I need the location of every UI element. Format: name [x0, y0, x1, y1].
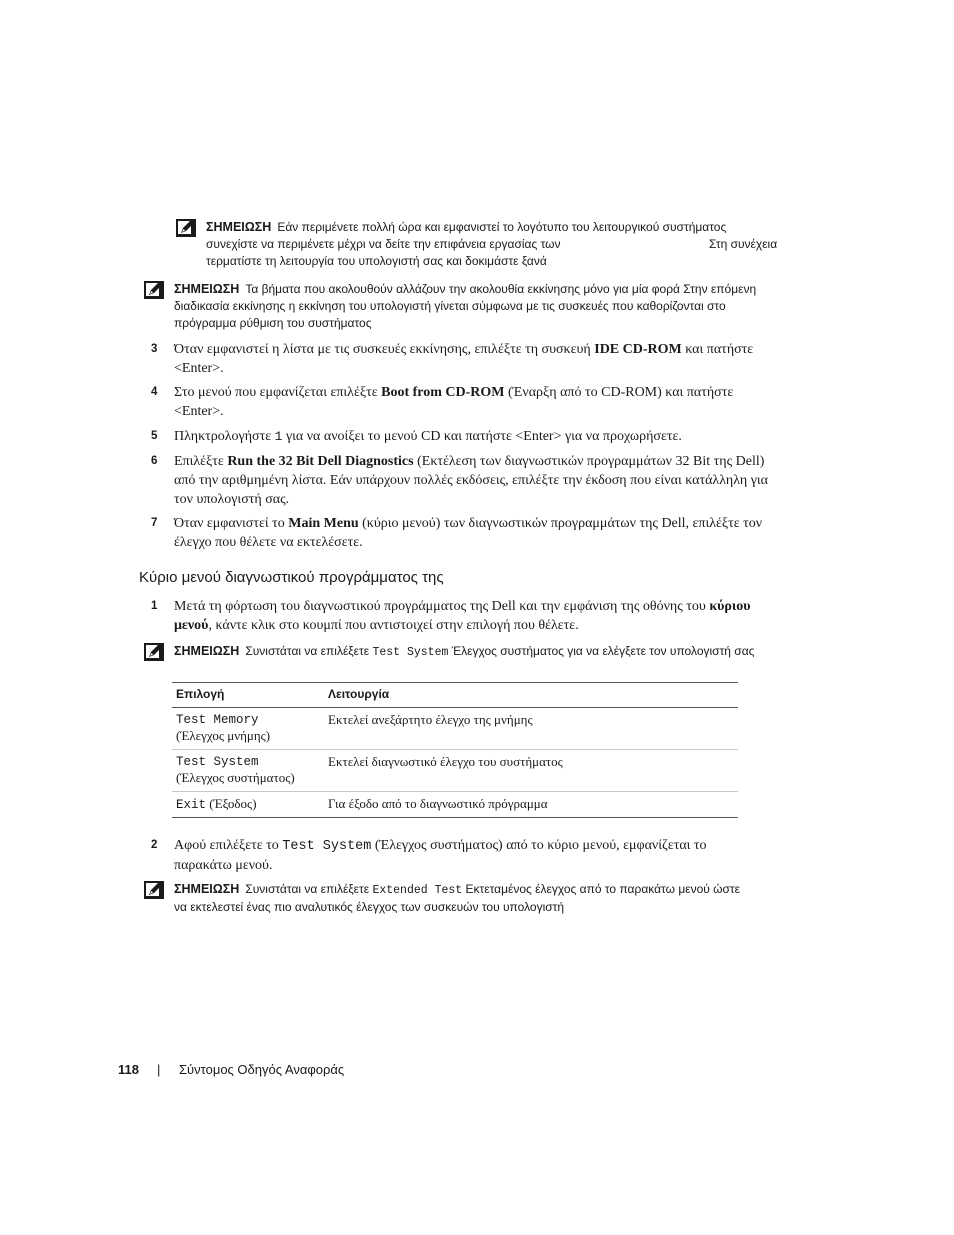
step-text: Στο μενού που εμφανίζεται επιλέξτε — [174, 385, 382, 400]
table-cell-code: Test Memory — [176, 713, 259, 727]
table-row — [172, 792, 738, 818]
step-bold: Boot from CD-ROM — [381, 385, 505, 400]
note-text: να εκτελεστεί ένας πιο αναλυτικός έλεγχος των συσκευών του υπολογιστή — [174, 900, 565, 914]
step-text: <Enter>. — [174, 404, 224, 419]
step-number: 4 — [151, 386, 158, 398]
step-5 — [174, 427, 814, 446]
note-3 — [174, 643, 834, 661]
note-text: Συνιστάται να επιλέξετε — [245, 644, 370, 658]
step-text: , κάντε κλικ στο κουμπί που αντιστοιχεί στην επιλογή που θέλετε. — [208, 618, 579, 633]
note-code: Extended Test — [372, 884, 463, 897]
note-2 — [174, 281, 824, 332]
page-number: 118 — [118, 1062, 139, 1077]
footer-title: Σύντομος Οδηγός Αναφοράς — [179, 1062, 345, 1077]
section-heading: Κύριο μενού διαγνωστικού προγράμματος της — [139, 569, 444, 586]
step-bold: Main Menu — [288, 516, 359, 531]
table-cell-code: Test System — [176, 755, 259, 769]
note-text: διαδικασία εκκίνησης η εκκίνηση του υπολογιστή γίνεται σύμφωνα με τις συσκευές που καθορίζονται στο — [174, 299, 726, 313]
step-text: (Έναρξη από το CD-ROM) και πατήστε — [504, 385, 734, 400]
step-bold: μενού — [174, 618, 209, 633]
step-7 — [174, 514, 814, 552]
step-text: Όταν εμφανιστεί η λίστα με τις συσκευές εκκίνησης, επιλέξτε τη συσκευή — [174, 342, 595, 357]
footer-separator: | — [157, 1062, 161, 1077]
step-text: από την αριθμημένη λίστα. Εάν υπάρχουν πολλές εκδόσεις, επιλέξτε την έκδοση που είναι κατάλληλη για — [174, 473, 768, 488]
step-number: 3 — [151, 343, 158, 355]
options-table — [172, 682, 738, 818]
step-number: 7 — [151, 517, 158, 529]
note-1 — [206, 219, 806, 270]
note-text: Συνιστάται να επιλέξετε — [245, 882, 370, 896]
step-3 — [174, 340, 814, 378]
note-text: τερματίστε τη λειτουργία του υπολογιστή σας και δοκιμάστε ξανά — [206, 254, 547, 268]
step-text: Αφού επιλέξετε το — [174, 838, 283, 853]
step-4 — [174, 383, 814, 421]
step-code: Test System — [282, 839, 372, 854]
note-4 — [174, 881, 834, 916]
table-header — [172, 682, 738, 708]
step-bold: κύριου — [709, 599, 751, 614]
note-label: ΣΗΜΕΙΩΣΗ — [174, 644, 240, 658]
step-text: Πληκτρολογήστε — [174, 429, 275, 444]
table-cell-text: (Έλεγχος μνήμης) — [176, 728, 271, 743]
step-number: 2 — [151, 839, 158, 851]
note-text: Εκτεταμένος έλεγχος από το παρακάτω μενού ώστε — [465, 882, 741, 896]
table-header-cell: Επιλογή — [176, 687, 225, 701]
note-text: Εάν περιμένετε πολλή ώρα και εμφανιστεί το λογότυπο του λειτουργικού συστήματος — [277, 220, 727, 234]
note-code: Test System — [372, 646, 449, 659]
step-bold: IDE CD-ROM — [594, 342, 682, 357]
note-text: πρόγραμμα ρύθμιση του συστήματος — [174, 316, 372, 330]
table-row — [172, 708, 738, 750]
step-number: 5 — [151, 430, 158, 442]
note-text: Στη συνέχεια — [709, 237, 778, 251]
table-cell-code: Exit — [176, 798, 207, 812]
step-text: (Έλεγχος συστήματος) από το κύριο μενού, εμφανίζεται το — [371, 838, 707, 853]
note-label: ΣΗΜΕΙΩΣΗ — [206, 220, 272, 234]
step-text: Μετά τη φόρτωση του διαγνωστικού προγράμματος της Dell και την εμφάνιση της οθόνης του — [174, 599, 710, 614]
step-text: Όταν εμφανιστεί το — [174, 516, 289, 531]
section-step-1 — [174, 597, 814, 635]
note-text: Τα βήματα που ακολουθούν αλλάζουν την ακολουθία εκκίνησης μόνο για μία φορά Στην επόμενη — [245, 282, 757, 296]
step-text: (κύριο μενού) των διαγνωστικών προγραμμάτων της Dell, επιλέξτε τον — [358, 516, 763, 531]
table-header-cell: Λειτουργία — [328, 687, 390, 701]
note-pencil-icon — [144, 643, 164, 661]
step-text: <Enter>. — [174, 361, 224, 376]
table-cell-text: Εκτελεί διαγνωστικό έλεγχο του συστήματος — [328, 754, 563, 769]
step-text: Επιλέξτε — [174, 454, 228, 469]
table-row — [172, 750, 738, 792]
table-cell-text: (Έλεγχος συστήματος) — [176, 770, 295, 785]
step-text: έλεγχο που θέλετε να εκτελέσετε. — [174, 535, 363, 550]
note-text: Έλεγχος συστήματος για να ελέγξετε τον υπολογιστή σας — [451, 644, 755, 658]
step-6 — [174, 452, 814, 509]
note-text: συνεχίστε να περιμένετε μέχρι να δείτε την επιφάνεια εργασίας των — [206, 237, 561, 251]
note-pencil-icon — [176, 219, 196, 237]
table-cell-text: Εκτελεί ανεξάρτητο έλεγχο της μνήμης — [328, 712, 533, 727]
table-cell-text: Για έξοδο από το διαγνωστικό πρόγραμμα — [328, 796, 548, 811]
step-text: παρακάτω μενού. — [174, 858, 273, 873]
note-pencil-icon — [144, 281, 164, 299]
step-text: για να ανοίξει το μενού CD και πατήστε <Enter> για να προχωρήσετε. — [282, 429, 682, 444]
note-pencil-icon — [144, 881, 164, 899]
step-number: 1 — [151, 600, 158, 612]
step-number: 6 — [151, 455, 158, 467]
section-step-2 — [174, 836, 814, 875]
note-label: ΣΗΜΕΙΩΣΗ — [174, 282, 240, 296]
step-text: τον υπολογιστή σας. — [174, 492, 290, 507]
step-code: 1 — [274, 429, 283, 444]
step-text: και πατήστε — [681, 342, 754, 357]
table-cell-text: (Έξοδος) — [209, 796, 257, 811]
note-label: ΣΗΜΕΙΩΣΗ — [174, 882, 240, 896]
step-bold: Run the 32 Bit Dell Diagnostics — [227, 454, 414, 469]
step-text: (Εκτέλεση των διαγνωστικών προγραμμάτων 32 Bit της Dell) — [413, 454, 765, 469]
